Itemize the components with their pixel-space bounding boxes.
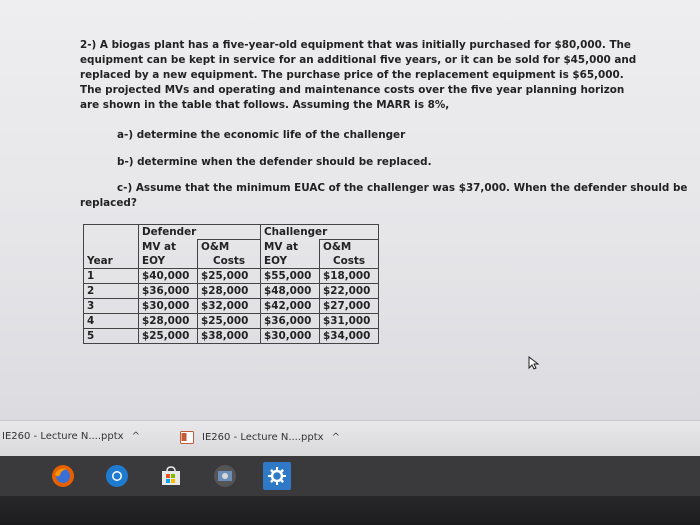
download-item-1[interactable] (2, 431, 140, 442)
defender-om: O&M (198, 240, 261, 255)
question-c-continued: replaced? (80, 197, 137, 209)
caret-up-icon[interactable]: ^ (131, 431, 140, 442)
mv-costs-table (83, 224, 379, 344)
taskbar (0, 456, 700, 496)
download-item-2[interactable] (180, 431, 340, 444)
table-row: 3 $30,000 $32,000 $42,000 $27,000 (84, 299, 379, 314)
download-item-1-label: IE260 - Lecture N....pptx (2, 431, 124, 442)
table-row: 1 $40,000 $25,000 $55,000 $18,000 (84, 269, 379, 284)
question-c: c-) Assume that the minimum EUAC of the challenger was $37,000. When the defender should be (117, 182, 688, 194)
store-icon[interactable] (157, 462, 185, 490)
settings-icon[interactable] (263, 462, 291, 490)
table-row: 2 $36,000 $28,000 $48,000 $22,000 (84, 284, 379, 299)
download-item-2-label: IE260 - Lecture N....pptx (202, 432, 324, 443)
challenger-eoy: EOY (261, 254, 320, 269)
table-header-row-2 (84, 240, 379, 255)
defender-header: Defender (139, 225, 261, 240)
screen-bezel (0, 496, 700, 525)
table-row: 5 $25,000 $38,000 $30,000 $34,000 (84, 329, 379, 344)
defender-costs: Costs (198, 254, 261, 269)
defender-mv-at: MV at (139, 240, 198, 255)
photos-icon[interactable] (211, 462, 239, 490)
firefox-icon[interactable] (49, 462, 77, 490)
chrome-icon[interactable] (103, 462, 131, 490)
question-a: a-) determine the economic life of the challenger (117, 129, 406, 141)
table-header-row-3 (84, 254, 379, 269)
table-row: 4 $28,000 $25,000 $36,000 $31,000 (84, 314, 379, 329)
challenger-header: Challenger (261, 225, 379, 240)
challenger-om: O&M (320, 240, 379, 255)
question-b: b-) determine when the defender should be replaced. (117, 156, 432, 168)
table-header-row-1 (84, 225, 379, 240)
defender-eoy: EOY (139, 254, 198, 269)
challenger-costs: Costs (320, 254, 379, 269)
mouse-cursor-icon (528, 356, 540, 370)
year-header: Year (84, 254, 139, 269)
caret-up-icon[interactable]: ^ (331, 432, 340, 443)
challenger-mv-at: MV at (261, 240, 320, 255)
downloads-bar (0, 420, 700, 457)
pptx-file-icon (180, 431, 194, 444)
problem-statement: 2-) A biogas plant has a five-year-old equipment that was initially purchased for $80,000. The equipment can be kept in service for an additional five years, or it can be sold for $45,000 and replaced by a new equipment. The purchase price of the replacement equipment is $65,000. The projected MVs and operating and maintenance costs over the five year planning horizon are shown in the table that follows. Assuming the MARR is 8%, (80, 39, 637, 111)
